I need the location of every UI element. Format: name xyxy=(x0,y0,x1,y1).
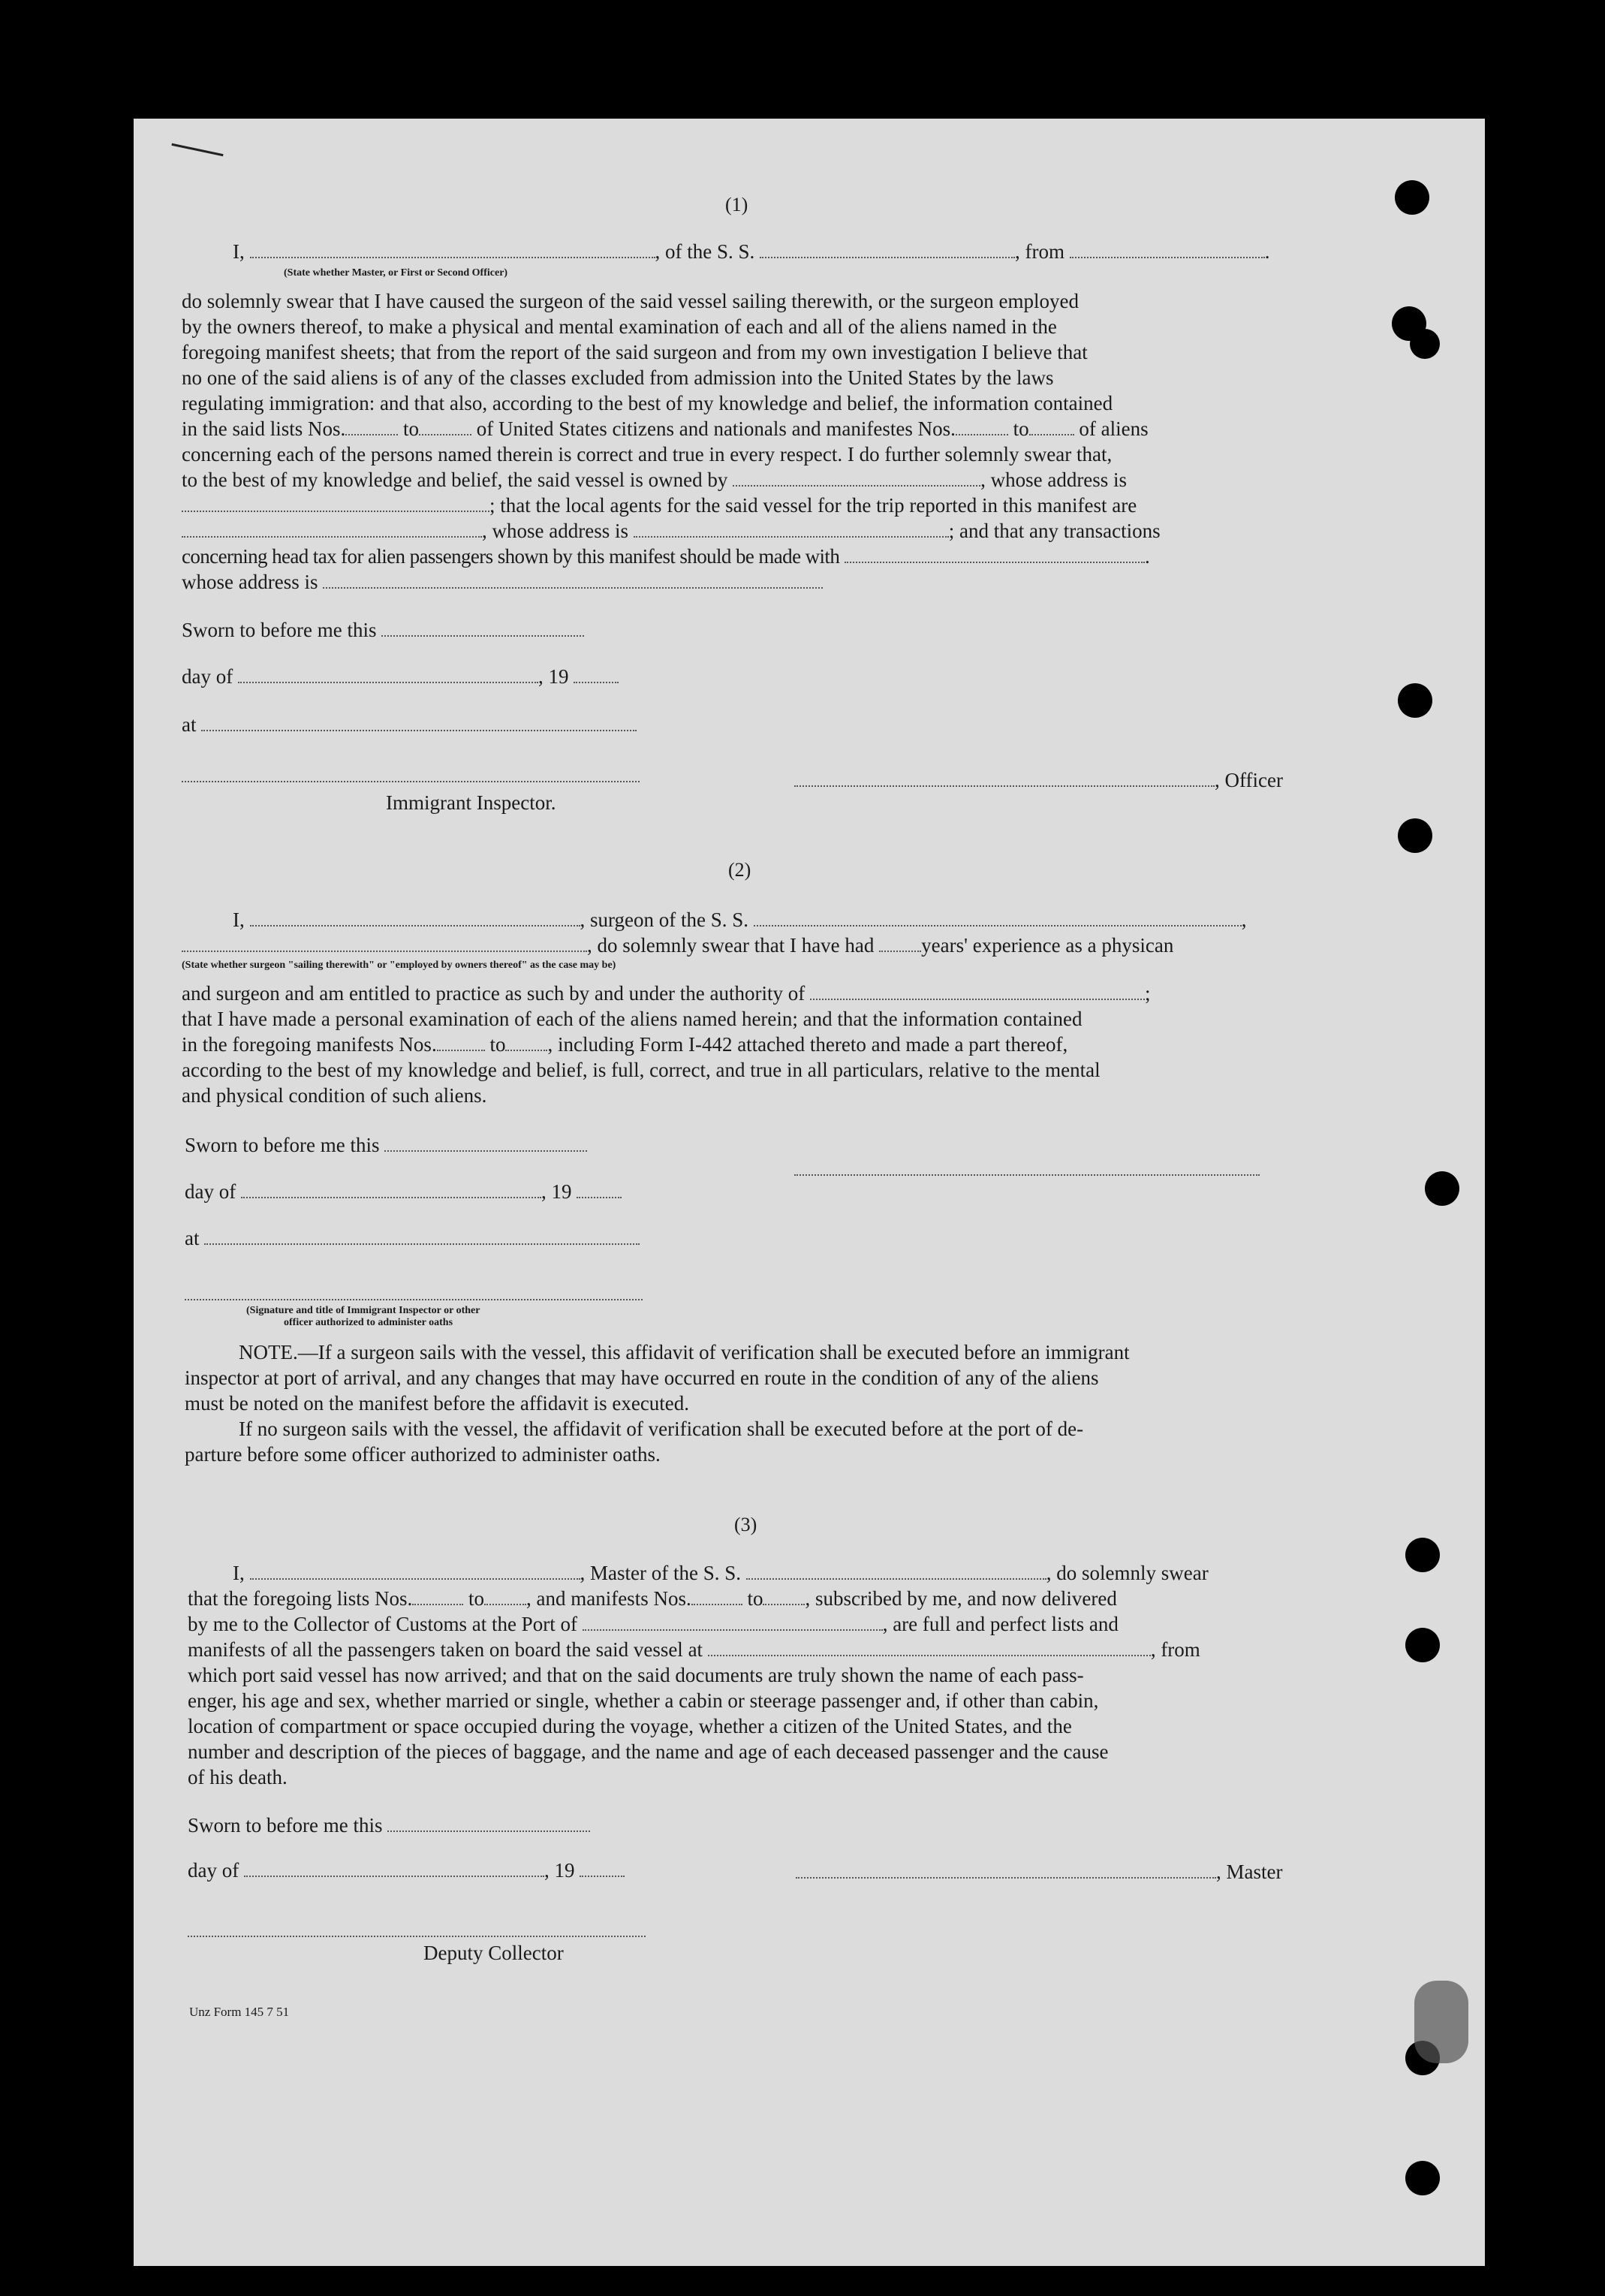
label-to: to xyxy=(1013,417,1029,440)
years-field[interactable] xyxy=(879,934,921,952)
manifests-line xyxy=(182,1032,1067,1057)
master-signature xyxy=(796,1859,1282,1885)
paragraph-line: do solemnly swear that I have caused the surgeon of the said vessel sailing therewith, or the surgeon employed xyxy=(182,290,1079,312)
condition-line: and physical condition of such aliens. xyxy=(182,1084,487,1107)
pen-mark xyxy=(171,143,223,156)
note-line: inspector at port of arrival, and any changes that may have occurred en route in the condition of any of the aliens xyxy=(185,1366,1099,1389)
lists-to-field[interactable] xyxy=(419,417,471,435)
label-swear: , do solemnly swear xyxy=(1046,1562,1209,1584)
label-including-form: , including Form I-442 attached thereto and made a part thereof, xyxy=(547,1033,1068,1056)
section-3-paragraph xyxy=(188,1662,1351,1790)
section-1-heading: (1) xyxy=(725,194,748,215)
label-year: , 19 xyxy=(541,1180,572,1203)
from-port-field[interactable] xyxy=(1070,240,1265,258)
label-day-of: day of xyxy=(182,665,233,688)
section-3-heading: (3) xyxy=(734,1514,757,1535)
label-semicolon: ; xyxy=(1145,982,1151,1005)
label-manifests-nos: in the foregoing manifests Nos. xyxy=(182,1033,437,1056)
label-lists-nos: in the said lists Nos. xyxy=(182,417,346,440)
year-field[interactable] xyxy=(580,1859,625,1877)
day-of-line-3 xyxy=(188,1858,625,1883)
punch-hole xyxy=(1410,329,1440,359)
form-page xyxy=(134,119,1485,2266)
surgeon-type-field[interactable] xyxy=(182,934,587,952)
label-day-of: day of xyxy=(185,1180,236,1203)
month-field[interactable] xyxy=(241,1180,541,1198)
at-line-2 xyxy=(185,1225,640,1251)
note-line: NOTE.—If a surgeon sails with the vessel, this affidavit of verification shall be executed before an immigrant xyxy=(239,1341,1130,1363)
signature-note-1: (Signature and title of Immigrant Inspector or other xyxy=(246,1305,480,1316)
label-to: to xyxy=(468,1587,484,1610)
label-experience: years' experience as a physican xyxy=(921,934,1174,957)
sworn-date-field[interactable] xyxy=(381,619,584,637)
inspector-signature-line[interactable] xyxy=(182,781,640,782)
stain xyxy=(1414,1981,1468,2063)
punch-hole xyxy=(1398,683,1432,718)
section-1-paragraph xyxy=(182,288,1345,416)
master-name-field[interactable] xyxy=(250,1562,580,1580)
agents-address-field[interactable] xyxy=(634,520,949,538)
headtax-address-field[interactable] xyxy=(323,571,823,589)
label-whose-address: , whose address is xyxy=(482,520,628,542)
label-of-aliens: of aliens xyxy=(1079,417,1149,440)
owner-field[interactable] xyxy=(733,469,980,487)
label-master-of: , Master of the S. S. xyxy=(580,1562,741,1584)
exam-line: that I have made a personal examination of each of the aliens named herein; and that the information contained xyxy=(182,1008,1083,1030)
label-transactions: ; and that any transactions xyxy=(948,520,1161,542)
label-day-of: day of xyxy=(188,1859,239,1882)
paragraph-line: which port said vessel has now arrived; and that on the said documents are truly shown the name of each pass- xyxy=(188,1664,1084,1686)
label-year: , 19 xyxy=(538,665,569,688)
punch-hole xyxy=(1405,2161,1440,2195)
label-master: , Master xyxy=(1216,1861,1283,1883)
officer-signature-field[interactable] xyxy=(794,769,1215,787)
label-headtax: concerning head tax for alien passengers shown by this manifest should be made with xyxy=(182,545,840,568)
lists-line-3 xyxy=(188,1586,1117,1611)
sworn-line-1 xyxy=(182,617,584,643)
label-sworn: Sworn to before me this xyxy=(182,619,377,641)
label-owned-by: to the best of my knowledge and belief, the said vessel is owned by xyxy=(182,469,728,491)
year-field[interactable] xyxy=(574,665,619,683)
experience-line xyxy=(182,933,1173,958)
label-i: I, xyxy=(233,1562,245,1584)
manifests-from-field[interactable] xyxy=(437,1033,485,1051)
label-manifests-nos: , and manifests Nos. xyxy=(525,1587,691,1610)
agents-line xyxy=(182,493,1137,518)
headtax-line xyxy=(182,544,1150,569)
label-to: to xyxy=(489,1033,506,1056)
vessel-name-field[interactable] xyxy=(754,908,1242,927)
officer-name-field[interactable] xyxy=(250,240,655,258)
at-line-1 xyxy=(182,712,637,737)
whose-address-line xyxy=(182,569,823,595)
label-from: , from xyxy=(1015,240,1064,263)
belief-line: according to the best of my knowledge and belief, is full, correct, and true in all particulars, relative to the mental xyxy=(182,1059,1101,1081)
label-local-agents: ; that the local agents for the said vessel for the trip reported in this manifest are xyxy=(489,494,1137,517)
paragraph-line: enger, his age and sex, whether married or single, whether a cabin or steerage passenger and, if other than cabin, xyxy=(188,1689,1099,1712)
owned-line xyxy=(182,467,1127,493)
label-at: at xyxy=(185,1227,200,1249)
surgeon-note: (State whether surgeon "sailing therewith" or "employed by owners thereof" as the case may be) xyxy=(182,960,616,971)
note-line: must be noted on the manifest before the affidavit is executed. xyxy=(185,1392,690,1415)
label-sworn: Sworn to before me this xyxy=(188,1814,383,1836)
officer-signature xyxy=(794,767,1283,793)
year-field[interactable] xyxy=(577,1180,622,1198)
label-full-lists: , are full and perfect lists and xyxy=(882,1613,1119,1635)
manifests-line-3 xyxy=(188,1637,1200,1662)
manifests-to-field[interactable] xyxy=(1029,417,1074,435)
day-of-line-2 xyxy=(185,1179,622,1204)
agent-address-line xyxy=(182,518,1161,544)
inspector-signature-line[interactable] xyxy=(185,1299,643,1300)
label-lists-nos: that the foregoing lists Nos. xyxy=(188,1587,413,1610)
label-end: . xyxy=(1144,545,1150,568)
label-whose-address: whose address is xyxy=(182,571,318,593)
label-taken-on-board: manifests of all the passengers taken on board the said vessel at xyxy=(188,1638,703,1661)
label-sworn: Sworn to before me this xyxy=(185,1134,380,1156)
vessel-name-field[interactable] xyxy=(746,1562,1046,1580)
label-surgeon-of: , surgeon of the S. S. xyxy=(580,908,749,931)
manifests-from-field[interactable] xyxy=(691,1587,742,1605)
label-end: . xyxy=(1264,240,1270,263)
surgeon-line xyxy=(233,907,1247,933)
label-collector: by me to the Collector of Customs at the Port of xyxy=(188,1613,577,1635)
label-year: , 19 xyxy=(544,1859,575,1882)
label-from: , from xyxy=(1150,1638,1200,1661)
paragraph-line: of his death. xyxy=(188,1766,288,1788)
day-of-line-1 xyxy=(182,664,619,689)
label-i: I, xyxy=(233,240,245,263)
place-field[interactable] xyxy=(201,713,637,731)
sworn-line-2 xyxy=(185,1132,587,1158)
section-1-officer-line xyxy=(233,239,1270,264)
surgeon-name-field[interactable] xyxy=(250,908,580,927)
collector-line xyxy=(188,1611,1119,1637)
sworn-date-field[interactable] xyxy=(384,1134,587,1152)
deputy-signature-line[interactable] xyxy=(188,1936,646,1937)
label-to: to xyxy=(747,1587,763,1610)
section-2-heading: (2) xyxy=(728,859,751,881)
inspector-caption: Immigrant Inspector. xyxy=(386,791,556,814)
vessel-name-field[interactable] xyxy=(760,240,1015,258)
paragraph-line: foregoing manifest sheets; that from the report of the said surgeon and from my own investigation I believe that xyxy=(182,341,1088,363)
signature-note-2: officer authorized to administer oaths xyxy=(284,1317,453,1328)
master-line xyxy=(233,1560,1209,1586)
label-whose-address: , whose address is xyxy=(980,469,1128,491)
surgeon-signature-line[interactable] xyxy=(794,1174,1260,1176)
sworn-line-3 xyxy=(188,1812,590,1838)
lists-from-field[interactable] xyxy=(412,1587,463,1605)
label-swear: , do solemnly swear that I have had xyxy=(587,934,875,957)
label-of-ss: , of the S. S. xyxy=(655,240,755,263)
sworn-date-field[interactable] xyxy=(387,1814,590,1832)
month-field[interactable] xyxy=(244,1859,544,1877)
label-comma: , xyxy=(1241,908,1247,931)
punch-hole xyxy=(1425,1171,1459,1206)
concerning-line: concerning each of the persons named therein is correct and true in every respect. I do further solemnly swear that, xyxy=(182,443,1113,466)
deputy-caption: Deputy Collector xyxy=(423,1942,564,1964)
label-at: at xyxy=(182,713,197,736)
note-line: parture before some officer authorized to administer oaths. xyxy=(185,1443,661,1466)
label-manifests-nos: of United States citizens and nationals and manifestes Nos. xyxy=(476,417,956,440)
headtax-field[interactable] xyxy=(845,545,1145,563)
paragraph-line: regulating immigration: and that also, according to the best of my knowledge and belief, the information contained xyxy=(182,392,1113,414)
manifests-to-field[interactable] xyxy=(505,1033,547,1051)
paragraph-line: no one of the said aliens is of any of the classes excluded from admission into the United States by the laws xyxy=(182,366,1054,389)
note-line: If no surgeon sails with the vessel, the affidavit of verification shall be executed before at the port of de- xyxy=(239,1418,1084,1440)
paragraph-line: location of compartment or space occupied during the voyage, whether a citizen of the United States, and the xyxy=(188,1715,1072,1737)
punch-hole xyxy=(1405,1538,1440,1572)
officer-note: (State whether Master, or First or Second Officer) xyxy=(284,267,508,279)
month-field[interactable] xyxy=(238,665,538,683)
agents-field[interactable] xyxy=(182,520,482,538)
label-officer: , Officer xyxy=(1215,769,1283,791)
label-to: to xyxy=(403,417,420,440)
paragraph-line: by the owners thereof, to make a physical and mental examination of each and all of the aliens named in the xyxy=(182,315,1057,338)
master-signature-field[interactable] xyxy=(796,1861,1216,1879)
label-i: I, xyxy=(233,908,245,931)
departure-port-field[interactable] xyxy=(708,1638,1151,1656)
punch-hole xyxy=(1405,1628,1440,1662)
punch-hole xyxy=(1398,818,1432,853)
paragraph-line: number and description of the pieces of baggage, and the name and age of each deceased passenger and the cause xyxy=(188,1740,1109,1763)
authority-line xyxy=(182,981,1151,1006)
lists-to-field[interactable] xyxy=(484,1587,526,1605)
lists-line xyxy=(182,416,1149,441)
port-field[interactable] xyxy=(583,1613,883,1631)
lists-from-field[interactable] xyxy=(345,417,398,435)
label-authority: and surgeon and am entitled to practice as such by and under the authority of xyxy=(182,982,806,1005)
punch-hole xyxy=(1395,180,1429,215)
form-id: Unz Form 145 7 51 xyxy=(189,2005,290,2019)
manifests-from-field[interactable] xyxy=(956,417,1008,435)
manifests-to-field[interactable] xyxy=(763,1587,805,1605)
owner-address-field[interactable] xyxy=(182,494,489,512)
label-subscribed: , subscribed by me, and now delivered xyxy=(805,1587,1117,1610)
place-field[interactable] xyxy=(204,1227,640,1245)
authority-field[interactable] xyxy=(810,982,1145,1000)
